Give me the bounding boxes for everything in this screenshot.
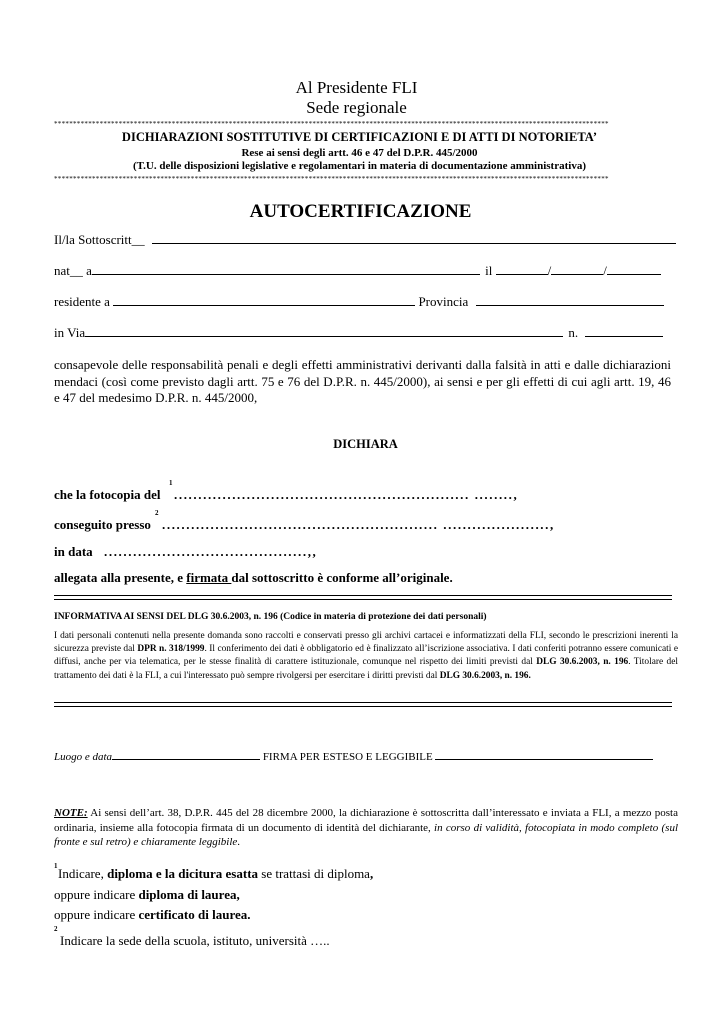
informativa-p1: I dati personali contenuti nella presente domanda sono raccolti e conservati presso gli archivi cartacei e informatizzati della FLI, secondo le prescrizioni inerenti la sicurezza previste dal [54,631,678,655]
residente-label: residente a [54,294,110,309]
informativa-p3: . Titolare del trattamento dei dati è la FLI, a cui l'interessato può sempre rivolgersi per esercitare i diritti previsti dal [54,657,678,681]
note-paragraph [54,806,678,850]
note-text-2: . [237,836,241,848]
header-note: (T.U. delle disposizioni legislative e regolamentari in materia di documentazione amministrativa) [133,160,586,172]
double-divider-top [54,595,672,600]
allegata-post: dal sottoscritto è conforme all’originale. [231,570,453,585]
f3-b: certificato di laurea. [138,907,251,922]
informativa-p1-bold: DPR n. 318/1999 [137,644,205,655]
allegata-pre: allegata alla presente, e [54,570,187,585]
provincia-line[interactable] [476,294,664,306]
date-month-line[interactable] [551,263,603,275]
field-nato[interactable]: nat__ a il / / [54,263,661,278]
date-year-line[interactable] [607,263,661,275]
double-divider-bottom [54,702,672,707]
firma-line[interactable] [435,749,653,760]
data-dots[interactable]: ..........................................,, [104,544,318,559]
informativa-p2: . Il conferimento dei dati è obbligatorio ed è finalizzato all’iscrizione associativa. I dati conferiti potranno essere comunicati e diffusi, anche per via telematica, per le stesse finalità di carattere istituzionale, comunque nel rispetto dei limiti previsti dal [54,644,678,668]
data-line [54,544,93,559]
sottoscritto-line[interactable] [152,232,676,244]
header-subtitle: Rese ai sensi degli artt. 46 e 47 del D.P.R. 445/2000 [241,147,478,159]
allegata-line [54,570,453,585]
conseguito-line [54,517,151,532]
footnote-number-2: 2 [54,925,58,933]
note-text-italic: in corso di validità, fotocopiata in modo completo (sul fronte e sul retro) e chiaramente leggibile [54,821,679,848]
f1-a: Indicare, [58,866,108,881]
footnote-1-line-3 [54,907,251,923]
allegata-firmata: firmata [186,570,232,585]
footnote-2-line: Indicare la sede della scuola, istituto, università ….. [60,933,330,948]
footnote-number-1: 1 [54,862,58,870]
residente-line[interactable] [113,294,415,306]
fotocopia-dots[interactable]: ............................................................. ........, [174,487,519,502]
consapevole-paragraph: consapevole delle responsabilità penali e degli effetti amministrativi derivanti dalla falsità in atti e dalle dichiarazioni mendaci (così come previsto dagli artt. 75 e 76 del D.P.R. n. 445/2000), ai sensi e per gli effetti di cui agli artt. 19, 46 e 47 del medesimo D.P.R. n. 445/2000, [54,357,671,405]
header-title: DICHIARAZIONI SOSTITUTIVE DI CERTIFICAZIONI E DI ATTI DI NOTORIETA’ [121,130,598,144]
informativa-p2-bold: DLG 30.6.2003, n. 196 [536,657,629,668]
f2-a: oppure indicare [54,887,139,902]
note-label: NOTE: [54,807,88,819]
nato-label: nat__ a [54,263,92,278]
office: Sede regionale [306,98,407,117]
document-title: AUTOCERTIFICAZIONE [249,201,472,222]
via-line[interactable] [85,325,563,337]
via-label: in Via [54,325,86,340]
stars-divider-top: ************************************************************************************************************************************************** [54,120,609,128]
provincia-label: Provincia [418,294,469,309]
footnote-1-line-1 [58,866,373,882]
f1-c: se trattasi di diploma [258,866,370,881]
luogo-line[interactable] [112,749,260,760]
firma-row [54,749,653,764]
fotocopia-line [54,487,161,502]
firma-label: FIRMA PER ESTESO E LEGGIBILE [262,751,433,763]
informativa-title: INFORMATIVA AI SENSI DEL DLG 30.6.2003, n. 196 (Codice in materia di protezione dei dati personali) [54,612,487,622]
footnote-ref-2: 2 [155,509,159,517]
informativa-text [54,630,678,683]
sottoscritto-label: Il/la Sottoscritt__ [54,232,145,247]
recipient: Al Presidente FLI [295,78,418,97]
f1-b: diploma e la dicitura esatta [107,866,259,881]
field-residente[interactable] [54,294,664,309]
field-via[interactable] [54,325,663,340]
f2-b: diploma di laurea, [138,887,240,902]
date-day-line[interactable] [496,263,548,275]
stars-divider-bottom: ************************************************************************************************************************************************** [54,175,609,183]
il-label: il [485,263,493,278]
footnote-1-line-2 [54,887,240,903]
conseguito-label: conseguito presso [54,517,151,532]
field-sottoscritto[interactable] [54,232,676,247]
dichiara-heading: DICHIARA [333,437,398,451]
nato-line[interactable] [92,263,480,275]
numero-line[interactable] [585,325,663,337]
note-text-1: Ai sensi dell’art. 38, D.P.R. 445 del 28 dicembre 2000, la dichiarazione è sottoscritta dall’interessato e inviata a FLI, a mezzo posta ordinaria, insieme alla fotocopia firmata di un documento di identità del dichiarante, [54,807,678,834]
numero-label: n. [568,325,579,340]
fotocopia-label: che la fotocopia del [54,487,161,502]
data-label: in data [54,544,93,559]
luogo-label: Luogo e data [54,751,113,763]
informativa-p3-bold: DLG 30.6.2003, n. 196. [439,670,531,681]
conseguito-dots[interactable]: ......................................................... ......................, [162,517,555,532]
footnote-ref-1: 1 [169,479,173,487]
f1-d: , [369,866,374,881]
f3-a: oppure indicare [54,907,139,922]
